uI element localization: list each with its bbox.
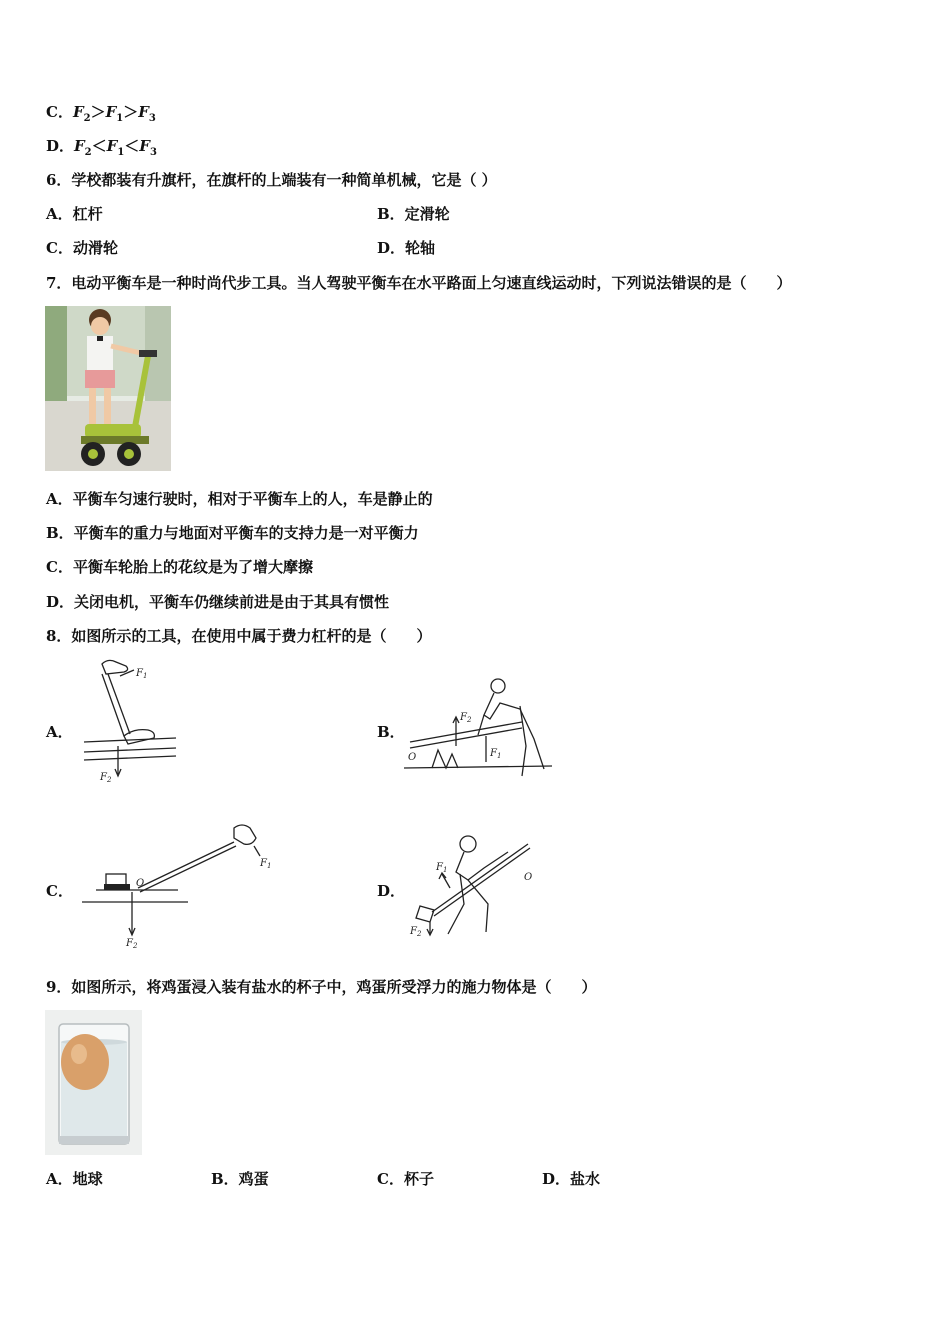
q9-option-b: B．鸡蛋 xyxy=(211,1170,269,1188)
q7-stem: 7．电动平衡车是一种时尚代步工具。当人驾驶平衡车在水平路面上匀速直线运动时，下列说法错误的是（ ） xyxy=(46,274,792,292)
balance-scooter-photo xyxy=(45,306,171,471)
q6-option-d: D．轮轴 xyxy=(377,239,436,257)
svg-text:F1: $F_1$ xyxy=(260,858,272,870)
q8-figure-d-shovel xyxy=(402,830,547,945)
svg-text:F1: $F_1$ xyxy=(136,668,148,680)
q7-option-b: B．平衡车的重力与地面对平衡车的支持力是一对平衡力 xyxy=(46,524,419,542)
q8-figure-a-nail-puller xyxy=(80,656,180,786)
egg-in-salt-water-photo xyxy=(45,1010,142,1155)
q7-option-d: D．关闭电机，平衡车仍继续前进是由于其具有惯性 xyxy=(46,593,390,611)
q8-option-b-label: B． xyxy=(377,723,405,741)
svg-text:F1: $F_1$ xyxy=(436,862,448,874)
svg-text:F2: $F_2$ xyxy=(460,712,472,724)
q6-option-b: B．定滑轮 xyxy=(377,205,450,223)
svg-text:O: O xyxy=(524,872,533,883)
q7-option-c: C．平衡车轮胎上的花纹是为了增大摩擦 xyxy=(46,558,313,576)
q6-stem: 6．学校都装有升旗杆，在旗杆的上端装有一种简单机械，它是（ ） xyxy=(46,171,497,189)
q5-option-d: D．$F_2<F_1<F_3$ xyxy=(46,137,157,158)
q6-option-c: C．动滑轮 xyxy=(46,239,118,257)
q9-option-a: A．地球 xyxy=(46,1170,103,1188)
q8-option-c-label: C． xyxy=(46,882,73,900)
svg-text:F2: $F_2$ xyxy=(410,926,422,938)
q8-figure-b-crowbar xyxy=(402,676,557,786)
q6-option-a: A．杠杆 xyxy=(46,205,103,223)
q8-option-d-label: D． xyxy=(377,882,406,900)
q9-stem: 9．如图所示，将鸡蛋浸入装有盐水的杯子中，鸡蛋所受浮力的施力物体是（ ） xyxy=(46,978,597,996)
q9-option-d: D．盐水 xyxy=(542,1170,601,1188)
svg-text:F2: $F_2$ xyxy=(100,772,112,784)
q9-option-c: C．杯子 xyxy=(377,1170,434,1188)
q5-option-c: C．$F_2>F_1>F_3$ xyxy=(46,103,156,124)
q8-figure-c-lever-tool xyxy=(78,822,278,950)
svg-text:F2: $F_2$ xyxy=(126,938,138,950)
svg-text:F1: $F_1$ xyxy=(490,748,502,760)
q7-option-a: A．平衡车匀速行驶时，相对于平衡车上的人，车是静止的 xyxy=(46,490,433,508)
q8-option-a-label: A． xyxy=(46,723,73,741)
svg-text:O: O xyxy=(136,878,145,889)
svg-text:O: O xyxy=(408,752,417,763)
q8-stem: 8．如图所示的工具，在使用中属于费力杠杆的是（ ） xyxy=(46,627,432,645)
